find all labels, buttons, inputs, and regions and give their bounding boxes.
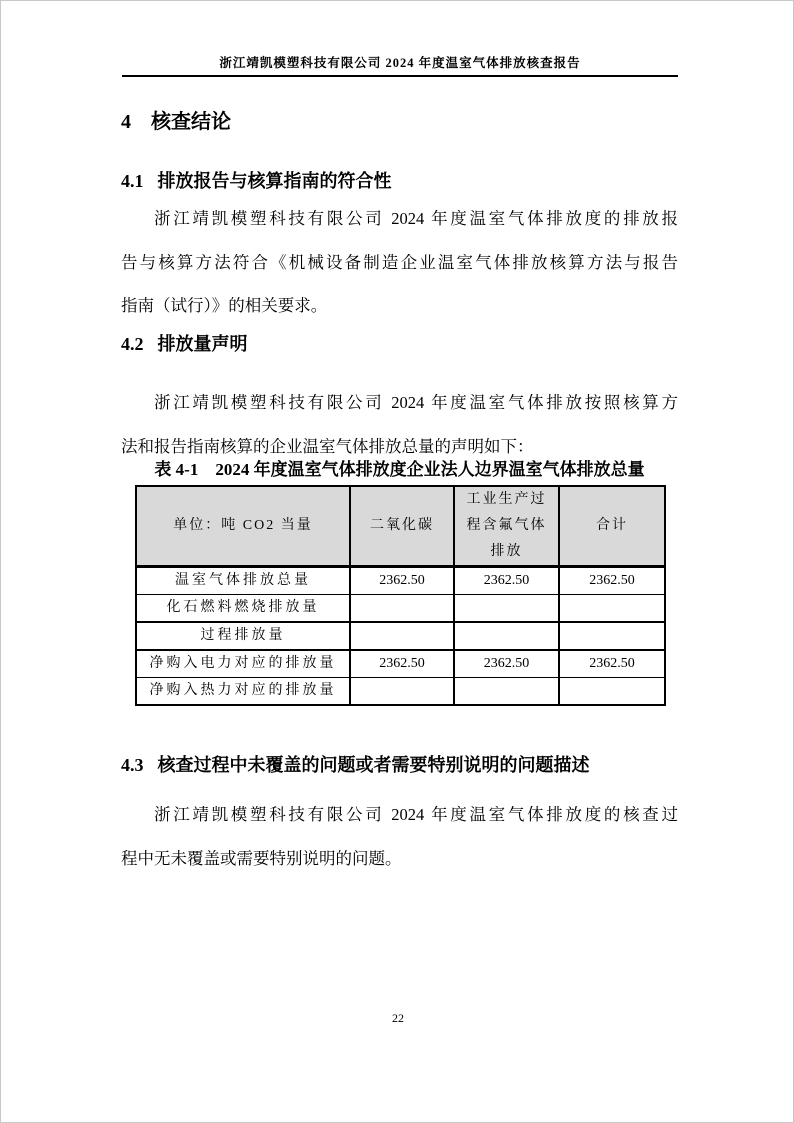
row-label: 化石燃料燃烧排放量 [136, 595, 350, 623]
table-row [136, 650, 665, 678]
heading-text: 排放报告与核算指南的符合性 [157, 171, 392, 191]
paragraph-line: 浙江靖凯模塑科技有限公司 2024 年度温室气体排放按照核算方 [154, 393, 678, 412]
paragraph-line: 浙江靖凯模塑科技有限公司 2024 年度温室气体排放度的排放报 [154, 209, 678, 228]
section-heading-4-1 [121, 167, 392, 193]
heading-number: 4.2 [121, 334, 144, 354]
row-label: 净购入热力对应的排放量 [136, 678, 350, 706]
table-row [136, 678, 665, 706]
table-header-cell: 工业生产过程含氟气体排放 [454, 486, 559, 567]
table-row [136, 622, 665, 650]
table-cell [559, 595, 665, 623]
row-label: 净购入电力对应的排放量 [136, 650, 350, 678]
section-heading-4 [121, 105, 231, 134]
table-cell: 2362.50 [454, 567, 559, 595]
paragraph-line: 告与核算方法符合《机械设备制造企业温室气体排放核算方法与报告 [121, 252, 678, 272]
heading-number: 4.1 [121, 171, 144, 191]
section-heading-4-2 [121, 330, 248, 356]
heading-number: 4 [121, 111, 131, 133]
heading-number: 4.3 [121, 755, 144, 775]
table-caption: 表 4-1 2024 年度温室气体排放度企业法人边界温室气体排放总量 [154, 460, 645, 479]
table-row [136, 595, 665, 623]
paragraph-line: 指南（试行）》的相关要求。 [121, 296, 328, 315]
table-header-cell: 二氧化碳 [350, 486, 454, 567]
table-cell: 2362.50 [559, 650, 665, 678]
row-label: 温室气体排放总量 [136, 567, 350, 595]
table-cell [559, 622, 665, 650]
table-cell: 2362.50 [350, 650, 454, 678]
page-header-title: 浙江靖凯模塑科技有限公司 2024 年度温室气体排放核查报告 [122, 55, 678, 77]
page-number: 22 [392, 1011, 404, 1025]
table-cell [559, 678, 665, 706]
row-label: 过程排放量 [136, 622, 350, 650]
table-header-cell: 合计 [559, 486, 665, 567]
table-row [136, 567, 665, 595]
table-cell: 2362.50 [559, 567, 665, 595]
paragraph-line: 法和报告指南核算的企业温室气体排放总量的声明如下： [121, 436, 534, 456]
paragraph-4-3 [121, 793, 678, 880]
paragraph-line: 程中无未覆盖或需要特别说明的问题。 [121, 848, 402, 868]
table-cell: 2362.50 [454, 650, 559, 678]
heading-text: 排放量声明 [157, 334, 248, 354]
section-heading-4-3 [121, 751, 590, 777]
emissions-summary-table [135, 485, 666, 706]
paragraph-4-1 [121, 197, 678, 328]
table-cell [454, 622, 559, 650]
table-cell [350, 622, 454, 650]
table-header-row [136, 486, 665, 567]
table-cell: 2362.50 [350, 567, 454, 595]
heading-text: 核查结论 [151, 111, 231, 133]
paragraph-line: 浙江靖凯模塑科技有限公司 2024 年度温室气体排放度的核查过 [154, 805, 678, 824]
table-cell [350, 595, 454, 623]
table-cell [454, 678, 559, 706]
table-cell [350, 678, 454, 706]
table-cell [454, 595, 559, 623]
heading-text: 核查过程中未覆盖的问题或者需要特别说明的问题描述 [157, 755, 590, 775]
table-header-cell: 单位：吨 CO2 当量 [136, 486, 350, 567]
